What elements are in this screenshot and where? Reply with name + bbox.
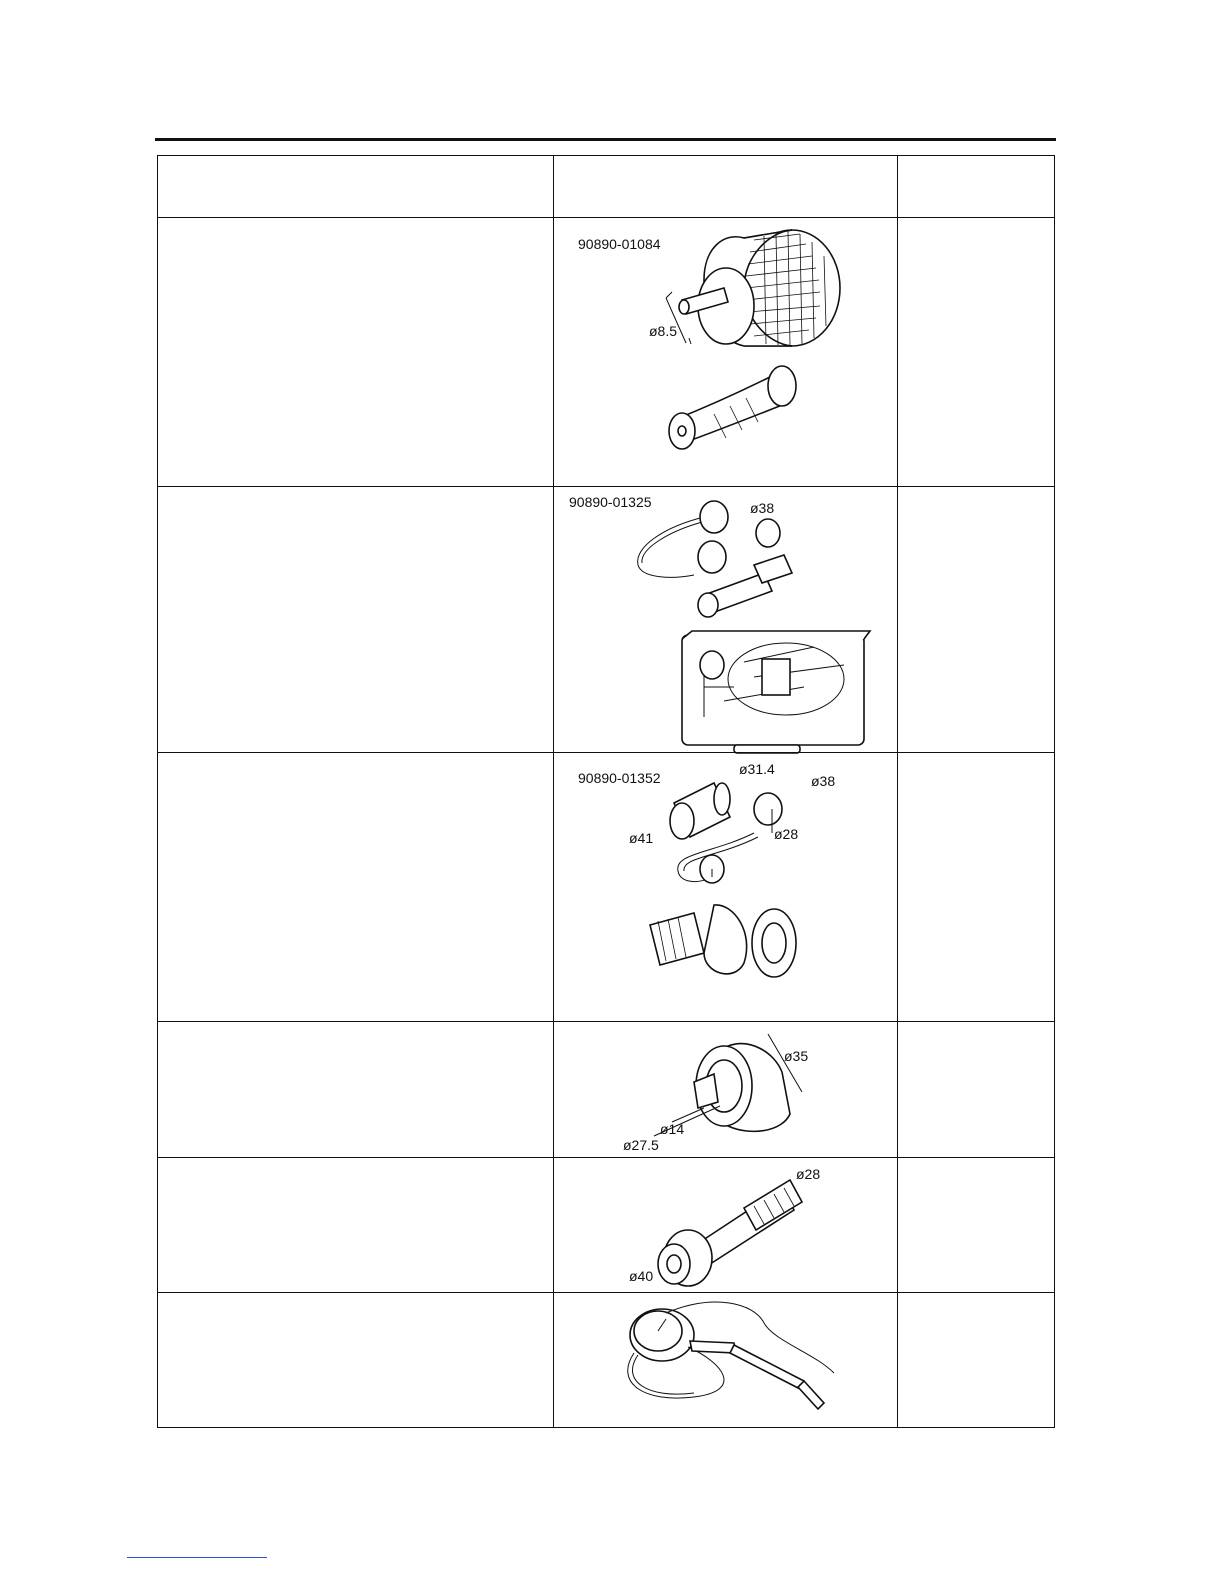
- illustration-cell: [554, 218, 897, 486]
- bearing-driver-illustration: [554, 1022, 897, 1158]
- header-rule: [155, 138, 1056, 141]
- dimension-label: ø27.5: [623, 1137, 659, 1153]
- dimension-label: ø14: [660, 1121, 685, 1137]
- table-row: [158, 217, 1054, 486]
- dimension-label: ø40: [629, 1268, 654, 1284]
- dimension-label: ø8.5: [649, 323, 678, 339]
- table-row: [158, 752, 1054, 1021]
- tester-adapter-illustration: [554, 753, 897, 1022]
- footer-link-rule: [127, 1557, 267, 1558]
- dimension-label: ø31.4: [739, 761, 775, 777]
- dimension-label: ø41: [629, 830, 654, 846]
- compression-gauge-illustration: [554, 1293, 897, 1430]
- dimension-label: ø28: [796, 1166, 821, 1182]
- part-number: 90890-01352: [578, 770, 661, 786]
- table-row: [158, 1157, 1054, 1292]
- part-number: 90890-01325: [569, 494, 652, 510]
- dimension-label: ø35: [784, 1048, 809, 1064]
- illustration-cell: [554, 1158, 897, 1292]
- dimension-label: ø28: [774, 826, 799, 842]
- table-row: [158, 1292, 1054, 1429]
- special-tools-table: [157, 155, 1055, 1428]
- table-row: [158, 1021, 1054, 1157]
- illustration-cell: [554, 487, 897, 752]
- seal-installer-illustration: [554, 1158, 897, 1293]
- dimension-label: ø38: [750, 500, 775, 516]
- illustration-cell: [554, 753, 897, 1021]
- part-number: 90890-01084: [578, 236, 661, 252]
- table-header-row: [158, 156, 1054, 217]
- dimension-label: ø38: [811, 773, 836, 789]
- carry-case-illustration: [554, 487, 897, 753]
- illustration-cell: [554, 1293, 897, 1429]
- illustration-cell: [554, 1022, 897, 1157]
- handle-illustration: [554, 218, 897, 487]
- table-row: [158, 486, 1054, 752]
